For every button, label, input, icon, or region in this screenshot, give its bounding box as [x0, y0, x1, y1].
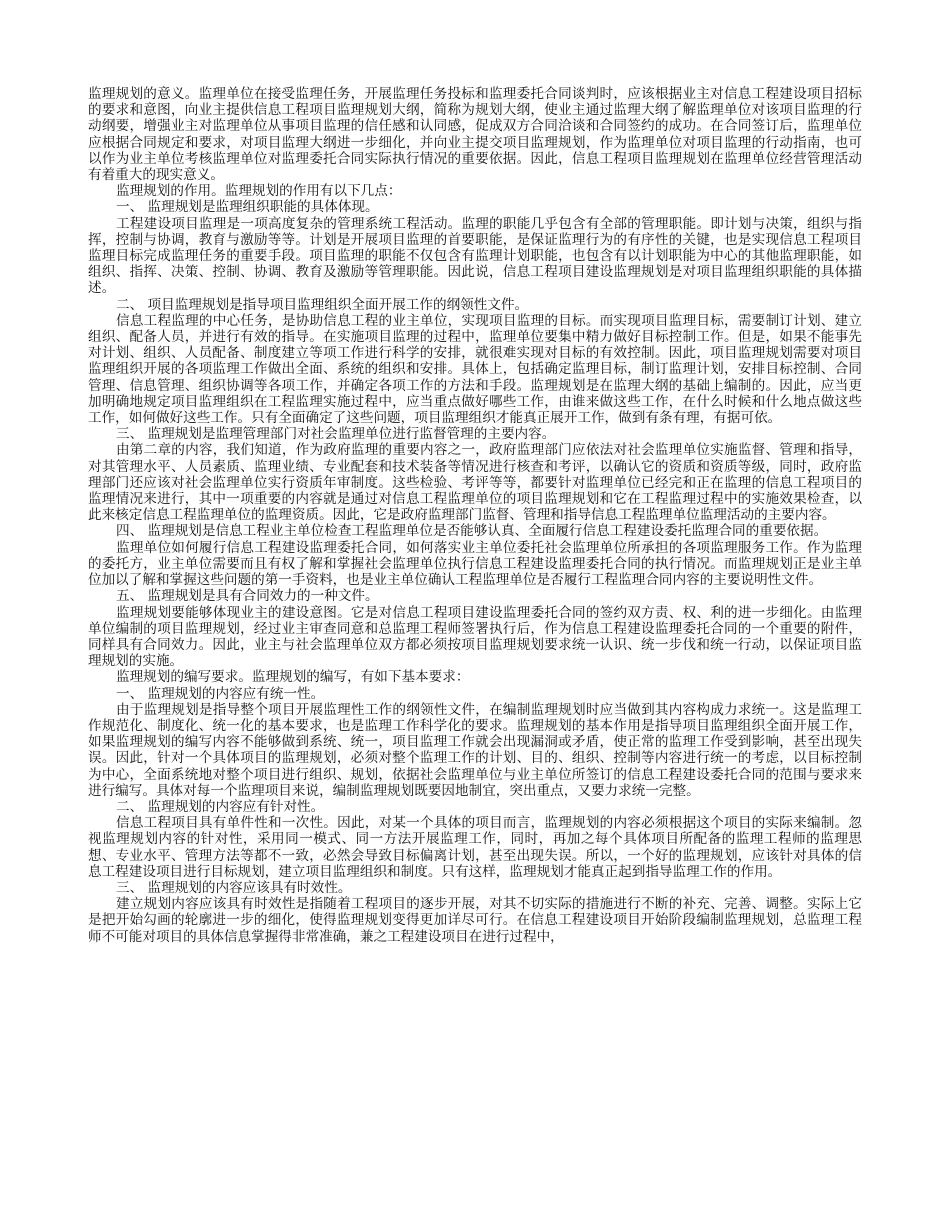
- paragraph-function-5: 监理规划要能够体现业主的建设意图。它是对信息工程项目建设监理委托合同的签约双方责、权、利的进一步细化。由监理单位编制的项目监理规划，经过业主审查同意和总监理工程师签署执行后，作为信息工程建设监理委托合同的一个重要的附件，同样具有合同效力。因此，业主与社会监理单位双方都必须按项目监理规划要求统一认识、统一步伐和统一行动，以保证项目监理规划的实施。: [88, 604, 862, 670]
- paragraph-significance: 监理规划的意义。监理单位在接受监理任务，开展监理任务投标和监理委托合同谈判时，应该根据业主对信息工程建设项目招标的要求和意图，向业主提供信息工程项目监理规划大纲，简称为规划大纲，使业主通过监理大纲了解监理单位对该项目监理的行动纲要，增强业主对监理单位从事项目监理的信任感和认同感，促成双方合同洽谈和合同签约的成功。在合同签订后，监理单位应根据合同规定和要求，对项目监理大纲进一步细化，并向业主提交项目监理规划，作为监理单位对项目监理的行动指南，也可以作为业主单位考核监理单位对监理委托合同实际执行情况的重要依据。因此，信息工程项目监理规划在监理单位经营管理活动有着重大的现实意义。: [88, 86, 862, 184]
- heading-function-3: 三、 监理规划是监理管理部门对社会监理单位进行监督管理的主要内容。: [116, 426, 556, 443]
- heading-requirement-1: 一、 监理规划的内容应有统一性。: [116, 685, 325, 702]
- paragraph-function-intro: 监理规划的作用。监理规划的作用有以下几点：: [116, 183, 402, 200]
- heading-function-1: 一、 监理规划是监理组织职能的具体体现。: [116, 199, 379, 216]
- paragraph-requirement-2: 信息工程项目具有单件性和一次性。因此，对某一个具体的项目而言，监理规划的内容必须根据这个项目的实际来编制。忽视监理规划内容的针对性，采用同一模式、同一方法开展监理工作，同时，再加之每个具体项目所配备的监理工程师的监理思想、专业水平、管理方法等都不一致，必然会导致目标偏离计划，甚至出现失误。所以，一个好的监理规划，应该针对具体的信息工程建设项目进行目标规划，建立项目监理组织和制度。只有这样，监理规划才能真正起到指导监理工作的作用。: [88, 815, 862, 880]
- paragraph-function-2: 信息工程监理的中心任务，是协助信息工程的业主单位，实现项目监理的目标。而实现项目监理目标，需要制订计划、建立组织、配备人员，并进行有效的指导。在实施项目监理的过程中，监理单位要集中精力做好目标控制工作。但是，如果不能事先对计划、组织、人员配备、制度建立等项工作进行科学的安排，就很难实现对目标的有效控制。因此，项目监理规划需要对项目监理组织开展的各项监理工作做出全面、系统的组织和安排。具体上，包括确定监理目标，制订监理计划，安排目标控制、合同管理、信息管理、组织协调等各项工作，并确定各项工作的方法和手段。监理规划是在监理大纲的基础上编制的。因此，应当更加明确地规定项目监理组织在工程监理实施过程中，应当重点做好哪些工作，由谁来做这些工作，在什么时候和什么地点做这些工作，如何做好这些工作。只有全面确定了这些问题，项目监理组织才能真正展开工作，做到有条有理，有据可依。: [88, 312, 862, 427]
- paragraph-function-4: 监理单位如何履行信息工程建设监理委托合同，如何落实业主单位委托社会监理单位所承担的各项监理服务工作。作为监理的委托方，业主单位需要而且有权了解和掌握社会监理单位执行信息工程建设监理委托合同的执行情况。而监理规划正是业主单位加以了解和掌握这些问题的第一手资料，也是业主单位确认工程监理单位是否履行工程监理合同内容的主要说明性文件。: [88, 539, 862, 589]
- document-body: [88, 86, 862, 945]
- heading-requirement-2: 二、 监理规划的内容应有针对性。: [116, 798, 325, 815]
- heading-function-2: 二、 项目监理规划是指导项目监理组织全面开展工作的纲领性文件。: [116, 296, 529, 313]
- heading-requirement-3: 三、 监理规划的内容应该具有时效性。: [116, 879, 352, 896]
- heading-function-4: 四、 监理规划是信息工程业主单位检查工程监理单位是否能够认真、全面履行信息工程建设委托监理合同的重要依据。: [116, 523, 828, 540]
- paragraph-function-3: 由第二章的内容，我们知道，作为政府监理的重要内容之一，政府监理部门应依法对社会监理单位实施监督、管理和指导，对其管理水平、人员素质、监理业绩、专业配套和技术装备等情况进行核查和考评，以确认它的资质和资质等级，同时，政府监理部门还应该对社会监理单位实行资质年审制度。这些检验、考评等等，都要针对监理单位已经完和正在监理的信息工程项目的监理情况来进行，其中一项重要的内容就是通过对信息工程监理单位的项目监理规划和它在工程监理过程中的实施效果检查，以此来核定信息工程监理单位的监理资质。因此，它是政府监理部门监督、管理和指导信息工程监理单位监理活动的主要内容。: [88, 442, 862, 524]
- paragraph-requirement-3: 建立规划内容应该具有时效性是指随着工程项目的逐步开展，对其不切实际的措施进行不断的补充、完善、调整。实际上它是把开始勾画的轮廓进一步的细化，使得监理规划变得更加详尽可行。在信息工程建设项目开始阶段编制监理规划，总监理工程师不可能对项目的具体信息掌握得非常准确，兼之工程建设项目在进行过程中，: [88, 896, 862, 945]
- paragraph-requirements-intro: 监理规划的编写要求。监理规划的编写，有如下基本要求：: [116, 669, 470, 686]
- paragraph-requirement-1: 由于监理规划是指导整个项目开展监理性工作的纲领性文件，在编制监理规划时应当做到其内容构成力求统一。这是监理工作规范化、制度化、统一化的基本要求，也是监理工作科学化的要求。监理规划的基本作用是指导项目监理组织全面开展工作，如果监理规划的编写内容不能够做到系统、统一，项目监理工作就会出现漏洞或矛盾，使正常的监理工作受到影响，甚至出现失误。因此，针对一个具体项目的监理规划，必须对整个监理工作的计划、目的、组织、控制等内容进行统一的考虑，以目标控制为中心，全面系统地对整个项目进行组织、规划，依据社会监理单位与业主单位所签订的信息工程建设委托合同的范围与要求来进行编写。具体对每一个监理项目来说，编制监理规划既要因地制宜，突出重点，又要力求统一完整。: [88, 701, 862, 799]
- heading-function-5: 五、 监理规划是具有合同效力的一种文件。: [116, 588, 379, 605]
- paragraph-function-1: 工程建设项目监理是一项高度复杂的管理系统工程活动。监理的职能几乎包含有全部的管理职能。即计划与决策，组织与指挥，控制与协调，教育与激励等等。计划是开展项目监理的首要职能，是保证监理行为的有序性的关键，也是实现信息工程项目监理目标完成监理任务的重要手段。项目监理的职能不仅包含有监理计划职能，也包含有以计划职能为中心的其他监理职能，如组织、指挥、决策、控制、协调、教育及激励等管理职能。因此说，信息工程项目建设监理规划是对项目监理组织职能的具体描述。: [88, 215, 862, 297]
